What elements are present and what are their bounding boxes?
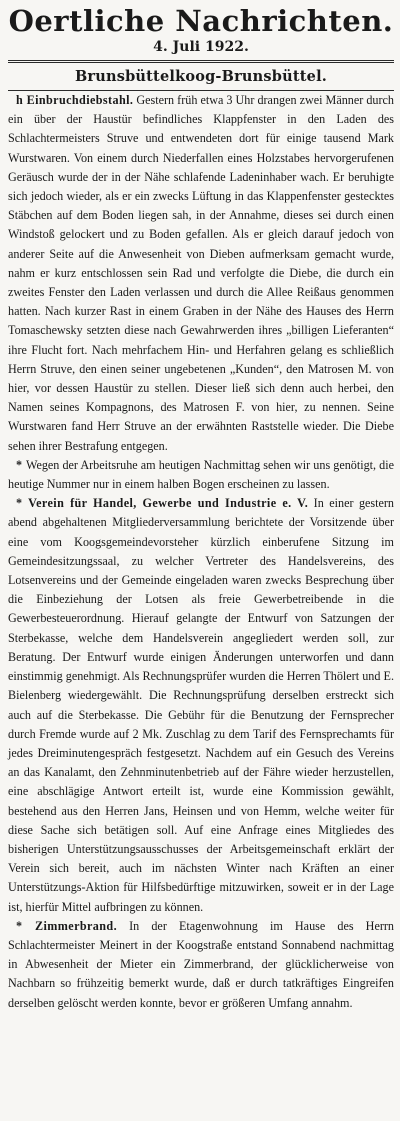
separator-rule bbox=[8, 60, 394, 63]
article-text: Gestern früh etwa 3 Uhr drangen zwei Männer durch ein über der Haustür befindliches Klappfenster in den Laden des Schlachtermeisters Struve und entwendeten dort für einige tausend Mark Wurstwaren. Von einem durch Niederfallen eines Holzstabes hervorgerufenen Geräusch wurde der in der Nähe schlafende Ladeninhaber wach. Er beruhigte sich jedoch wieder, als er ein zwecks Lüftung in das Klappenfenster gestecktes Stäbchen auf dem Boden liegen sah, in der Annahme, dieses sei durch einen Windstoß gelockert und zu Boden gefallen. Als er gleich darauf jedoch von anderer Seite auf die Anwesenheit von Dieben aufmerksam gemacht wurde, nahm er kurz entschlossen sein Rad und verfolgte die Diebe, die durch ein zweites Fenster den Laden verlassen und durch die Allee Reißaus genommen hatten. Nach kurzer Rast in einem Graben in der Nähe des Hauses des Herrn Tomaschewsky setzten diese nach Gewahrwerden ihres „billigen Lieferanten“ ihre Flucht fort. Nach mehrfachem Hin- und Herfahren gelang es schließlich Herrn Struve, den einen seiner ungebetenen „Kunden“, den Matrosen M. von hier, vor dessen Haustür zu stellen. Dieser ließ sich denn auch herbei, den Namen seines Kompagnons, des Matrosen F. von hier, zu nennen. Seine Wurstwaren fand Herr Struve an der erwähnten Raststelle wieder. Die Diebe sehen ihrer Bestrafung entgegen. bbox=[8, 93, 394, 453]
article-lead: * Zimmerbrand. bbox=[16, 918, 118, 933]
article-column bbox=[8, 91, 394, 1013]
article-notice bbox=[8, 456, 394, 494]
dateline: 4. Juli 1922. bbox=[153, 39, 249, 55]
article-room-fire bbox=[8, 917, 394, 1013]
article-trade-association bbox=[8, 494, 394, 916]
article-lead: h Einbruchdiebstahl. bbox=[16, 93, 134, 107]
article-burglary bbox=[8, 91, 394, 456]
article-lead: * Verein für Handel, Gewerbe und Industrie e. V. bbox=[16, 496, 309, 511]
article-text: In einer gestern abend abgehaltenen Mitgliederversammlung berichtete der Vorsitzende über eine vom Koogsgemeindevorsteher kürzlich einberufene Sitzung im Gemeindesitzungssaal, zu welcher Vertreter des Handelsvereins, des Lotsenvereins und der Gemeinde eingeladen waren zwecks Besprechung über die Einbeziehung der Lotsen als freie Gewerbetreibende in die Gewerbesteuerordnung. Hierauf gelangte der Entwurf von Satzungen der Sterbekasse, welche dem Handelsverein angegliedert werden soll, zur Beratung. Der Entwurf wurde einigen Änderungen unterworfen und dann einstimmig genehmigt. Als Rechnungsprüfer wurden die Herren Thölert und E. Bielenberg wiedergewählt. Die Rechnungsprüfung derselben erstreckt sich auch auf die Sterbekasse. Die Gebühr für die Benutzung der Fernsprecher durch Fremde wurde auf 2 Mk. Zuschlag zu dem Tarif des Fernsprechamts für jedes Dreiminutengespräch festgesetzt. Nachdem auf ein Gesuch des Vereins an das Kanalamt, den Zehnminutenbetrieb auf der Fähre wieder herzustellen, eine abschlägige Antwort erteilt ist, wurde eine Kommission gewählt, bestehend aus den Herren Jans, Heinsen und von Hemm, welche weiter für diese Sache sich betätigen soll. Auf eine Anfrage eines Mitgliedes des bisherigen Unterstützungsausschusses der Arbeitsgemeinschaft erklärt der Verein sich bereit, auch im nächsten Winter nach Kräften an einer Unterstützungs-Aktion für Hilfsbedürftige mitzuwirken, soweit er in der Lage ist, hierfür Mittel aufbringen zu können. bbox=[8, 496, 395, 914]
section-title: Brunsbüttelkoog-Brunsbüttel. bbox=[74, 68, 328, 85]
article-text: Wegen der Arbeitsruhe am heutigen Nachmittag sehen wir uns genötigt, die heutige Nummer nur in einem halben Bogen erscheinen zu lassen. bbox=[8, 457, 394, 492]
article-text: In der Etagenwohnung im Hause des Herrn Schlachtermeister Meinert in der Koogstraße entstand Sonnabend nachmittag in Abwesenheit der Mieter ein Zimmerbrand, der glücklicherweise von Nachbarn so frühzeitig bemerkt wurde, daß er durch tatkräftiges Eingreifen derselben gelöscht werden konnte, bevor er größeren Umfang annahm. bbox=[8, 918, 394, 1010]
masthead: Oertliche Nachrichten. bbox=[8, 4, 394, 38]
article-lead: * bbox=[16, 457, 26, 472]
